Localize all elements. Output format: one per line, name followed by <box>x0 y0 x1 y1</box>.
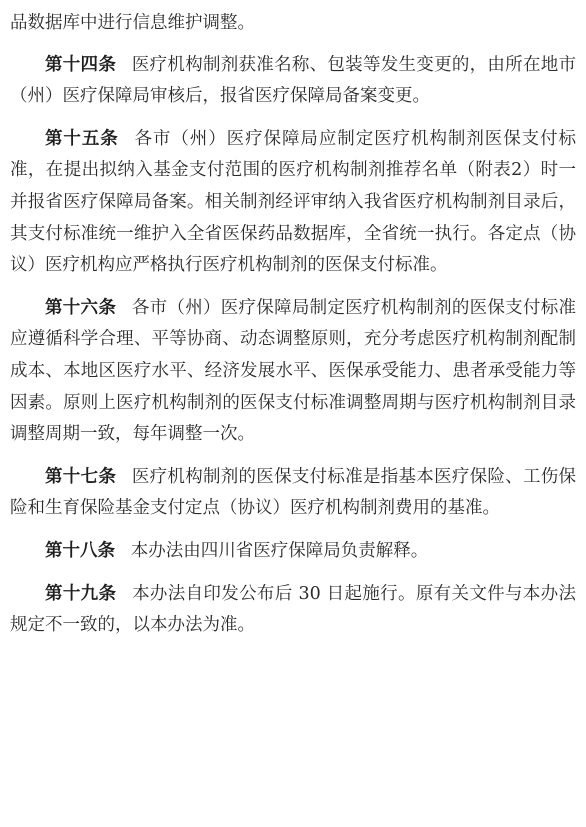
article-text: 医疗机构制剂的医保支付标准是指基本医疗保险、工伤保险和生育保险基金支付定点（协议）医疗机构制剂费用的基准。 <box>10 466 577 519</box>
article-number: 第十四条 <box>45 54 117 75</box>
continuation-paragraph <box>10 8 576 40</box>
continuation-text: 品数据库中进行信息维护调整。 <box>10 13 255 33</box>
article-text: 本办法自印发公布后 30 日起施行。原有关文件与本办法规定不一致的，以本办法为准。 <box>10 583 576 636</box>
article-14 <box>10 50 576 113</box>
article-number: 第十八条 <box>45 540 115 561</box>
article-number: 第十六条 <box>45 297 117 318</box>
article-text: 医疗机构制剂获准名称、包装等发生变更的，由所在地市（州）医疗保障局审核后，报省医疗保障局备案变更。 <box>10 54 577 107</box>
article-text: 各市（州）医疗保障局应制定医疗机构制剂医保支付标准，在提出拟纳入基金支付范围的医疗机构制剂推荐名单（附表2）时一并报省医疗保障局备案。相关制剂经评审纳入我省医疗机构制剂目录后，其支付标准统一维护入全省医保药品数据库，全省统一执行。各定点（协议）医疗机构应严格执行医疗机构制剂的医保支付标准。 <box>10 128 577 276</box>
article-text: 各市（州）医疗保障局制定医疗机构制剂的医保支付标准应遵循科学合理、平等协商、动态调整原则，充分考虑医疗机构制剂配制成本、本地区医疗水平、经济发展水平、医保承受能力、患者承受能力等因素。原则上医疗机构制剂的医保支付标准调整周期与医疗机构制剂目录调整周期一致，每年调整一次。 <box>10 297 577 445</box>
article-17 <box>10 462 576 525</box>
article-18 <box>10 536 576 568</box>
article-number: 第十七条 <box>45 466 117 487</box>
article-15 <box>10 124 576 282</box>
article-text: 本办法由四川省医疗保障局负责解释。 <box>130 540 429 561</box>
article-number: 第十五条 <box>45 128 119 149</box>
article-19 <box>10 579 576 642</box>
article-number: 第十九条 <box>45 583 117 604</box>
article-16 <box>10 293 576 451</box>
